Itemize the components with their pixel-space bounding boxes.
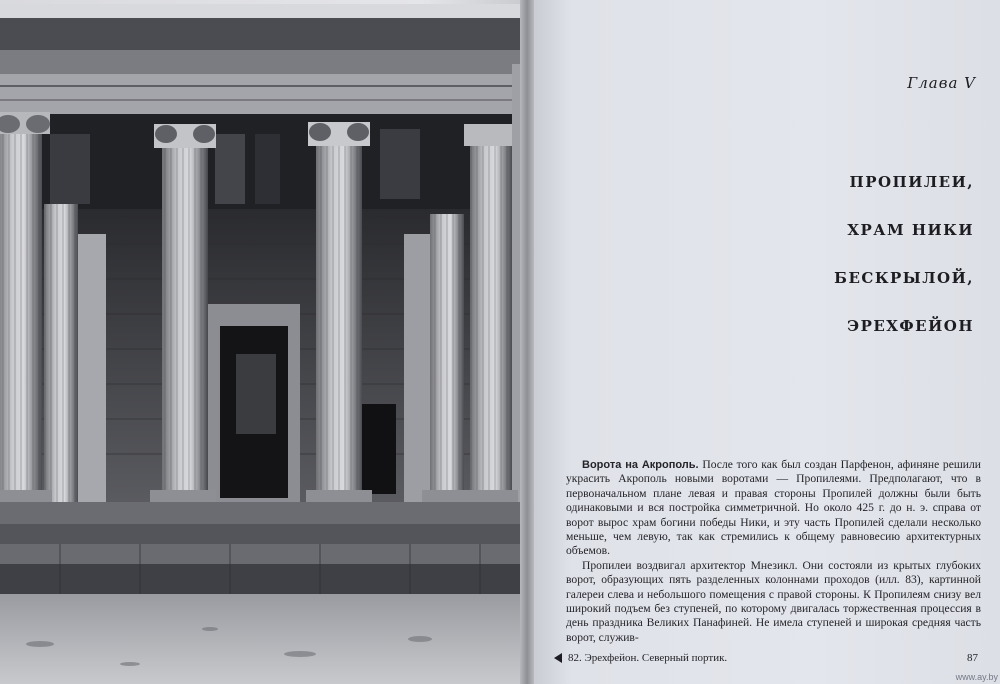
chapter-title-line: ПРОПИЛЕИ, [849,173,974,191]
watermark: www.ay.by [955,672,998,682]
photo-erechtheion-north-portico [0,4,522,684]
paragraph-text: Пропилеи воздвигал архитектор Мнезикл. Они состояли из крытых глубоких ворот, образующих пять разделенных колоннами проходов (илл. 83), картинной галереи слева и небольшого помещения с правой стороны. К Пропилеям снизу вел широкий подъем без ступеней, по которому двигалась торжественная процессия в день праздника Великих Панафиней. Не имела ступеней и широкая средняя часть ворот, служив- [566,558,981,644]
paragraph [566,559,981,645]
figure-caption [554,652,727,664]
chapter-title-line: БЕСКРЫЛОЙ, [834,269,974,287]
caption-text: 82. Эрехфейон. Северный портик. [568,652,728,664]
paragraph-text: После того как был создан Парфенон, афиняне решили украсить Акрополь новыми воротами — Пропилеями. Предполагают, что в первоначальном плане левая и правая стороны Пропилей должны были быть одинаковыми и вся постройка симметричной. Но около 425 г. до н. э. справа от ворот вырос храм богини победы Ники, и эту часть Пропилей сделали несколько меньше, чем левую, так как стремились к общему равновесию архитектурных объемов. [566,458,981,558]
chapter-title-line: ХРАМ НИКИ [847,221,974,239]
paragraph [566,458,981,559]
chapter-title [674,172,974,364]
paragraph-heading: Ворота на Акрополь. [582,459,699,471]
body-text [566,458,981,645]
right-page [534,0,1000,684]
left-arrow-icon [554,653,562,663]
chapter-title-line: ЭРЕХФЕЙОН [847,317,974,335]
chapter-label: Глава V [907,74,976,92]
page-number: 87 [967,652,978,664]
